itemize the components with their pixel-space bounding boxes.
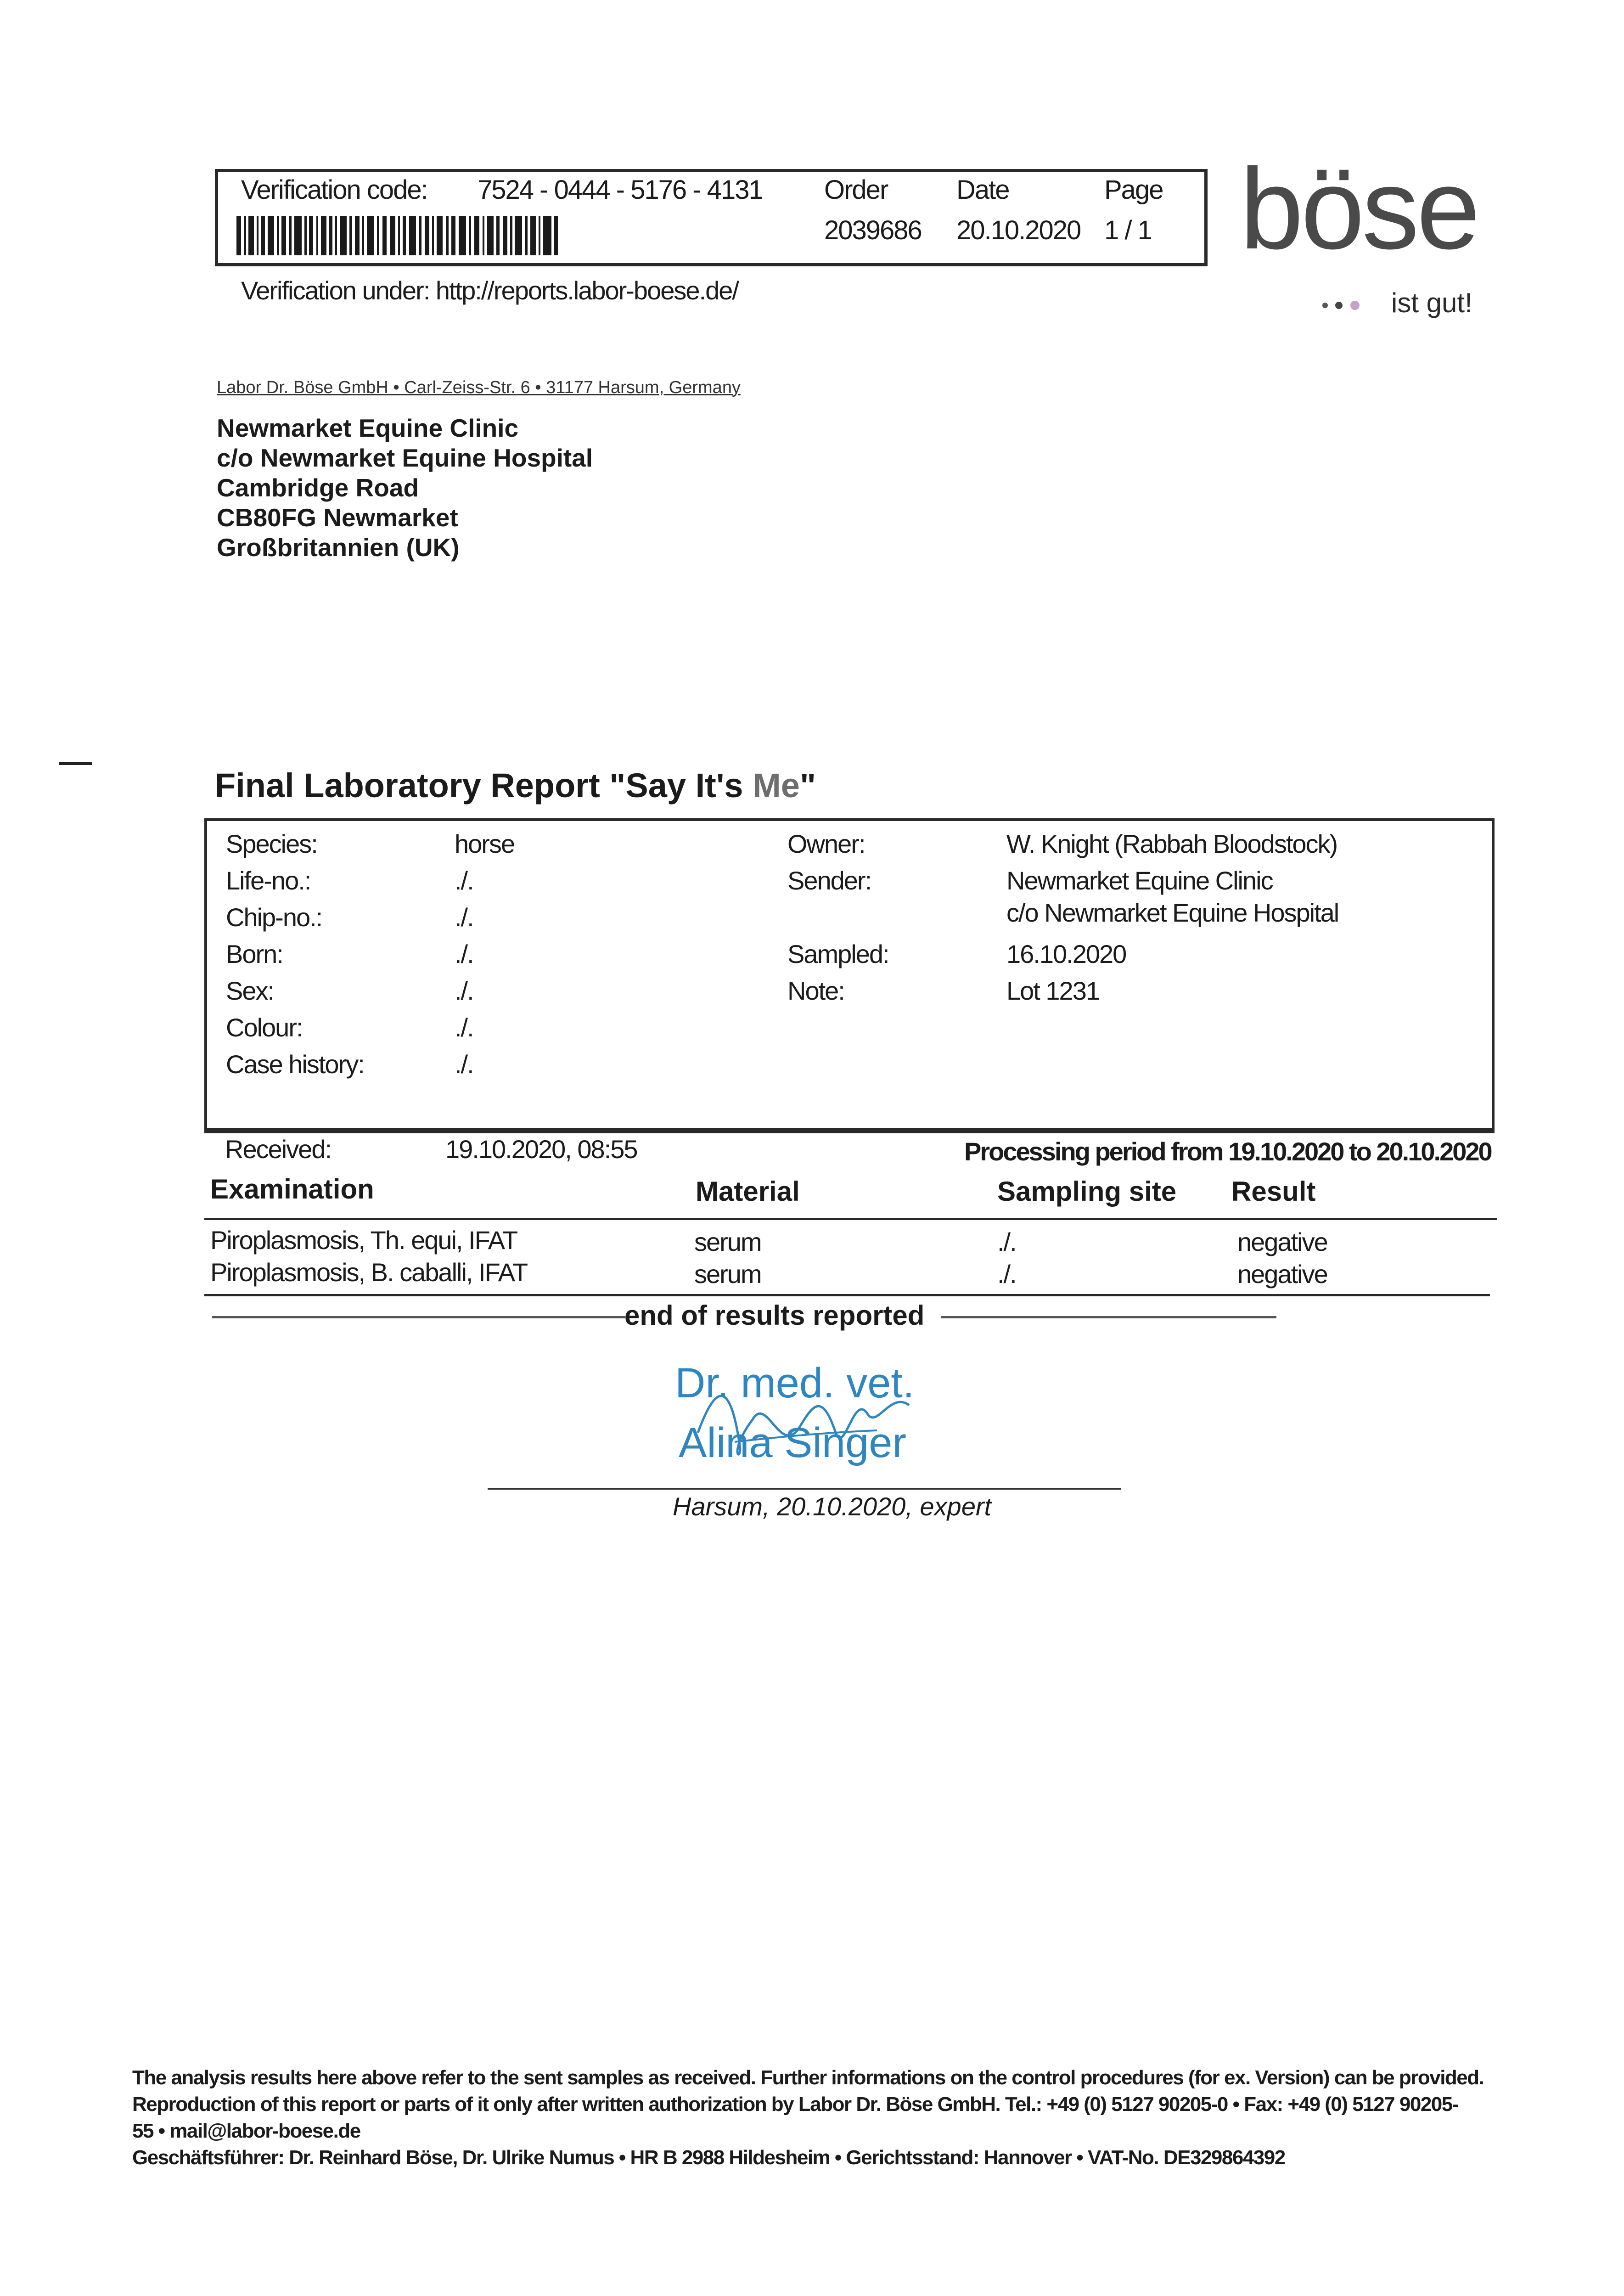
- species-value: horse: [455, 829, 515, 858]
- fold-mark: [59, 762, 92, 765]
- footer-line-4: Geschäftsführer: Dr. Reinhard Böse, Dr. Ulrike Numus • HR B 2988 Hildesheim • Gerichtsstand: Hannover • VAT-No. DE329864392: [132, 2146, 1285, 2169]
- report-title: Final Laboratory Report "Say It's Me": [215, 766, 816, 805]
- received-value: 19.10.2020, 08:55: [445, 1135, 637, 1164]
- colour-label: Colour:: [226, 1013, 303, 1042]
- colour-value: ./.: [455, 1013, 473, 1042]
- sex-label: Sex:: [226, 976, 274, 1005]
- patient-info-box: [204, 818, 1495, 1131]
- received-label: Received:: [225, 1135, 332, 1164]
- address-line-3: Cambridge Road: [217, 473, 419, 502]
- address-line-4: CB80FG Newmarket: [217, 503, 458, 532]
- logo-wordmark: böse: [1240, 145, 1478, 273]
- sampled-value: 16.10.2020: [1006, 940, 1126, 968]
- page-label: Page: [1104, 175, 1163, 205]
- result-row-2-site: ./.: [997, 1260, 1016, 1289]
- header-examination: Examination: [210, 1174, 374, 1204]
- logo-dots-icon: [1321, 298, 1371, 312]
- results-bottom-rule: [204, 1294, 1490, 1296]
- footer-line-3: 55 • mail@labor-boese.de: [132, 2120, 360, 2142]
- end-dash-right: [941, 1316, 1276, 1318]
- result-row-1-result: negative: [1237, 1227, 1327, 1256]
- sender-value-line-2: c/o Newmarket Equine Hospital: [1006, 898, 1339, 927]
- case-history-value: ./.: [455, 1050, 473, 1079]
- signature-stamp-title: Dr. med. vet.: [675, 1360, 915, 1407]
- address-line-2: c/o Newmarket Equine Hospital: [217, 444, 593, 472]
- address-line-1: Newmarket Equine Clinic: [217, 414, 519, 442]
- signature-stamp-name: Alina Singer: [679, 1419, 907, 1466]
- header-sampling-site: Sampling site: [997, 1176, 1177, 1207]
- signature-caption: Harsum, 20.10.2020, expert: [673, 1492, 992, 1521]
- order-label: Order: [824, 175, 888, 205]
- header-result: Result: [1231, 1176, 1316, 1207]
- date-label: Date: [956, 175, 1009, 205]
- address-line-5: Großbritannien (UK): [217, 533, 460, 562]
- owner-value: W. Knight (Rabbah Bloodstock): [1006, 829, 1337, 858]
- sampled-label: Sampled:: [787, 940, 889, 968]
- chip-no-value: ./.: [455, 903, 473, 932]
- sender-label: Sender:: [787, 866, 871, 895]
- result-row-2-examination: Piroplasmosis, B. caballi, IFAT: [210, 1258, 528, 1287]
- verification-url: Verification under: http://reports.labor-boese.de/: [241, 276, 738, 305]
- result-row-2-result: negative: [1237, 1260, 1327, 1289]
- signature-rule: [488, 1488, 1121, 1490]
- result-row-1-site: ./.: [997, 1227, 1016, 1256]
- born-label: Born:: [226, 940, 283, 968]
- handwritten-signature: [661, 1364, 937, 1474]
- chip-no-label: Chip-no.:: [226, 903, 322, 932]
- page-value: 1 / 1: [1104, 215, 1152, 245]
- results-header-rule: [204, 1218, 1497, 1220]
- life-no-value: ./.: [455, 866, 473, 895]
- owner-label: Owner:: [787, 829, 865, 858]
- result-row-2-material: serum: [694, 1260, 761, 1289]
- barcode: [236, 216, 558, 255]
- footer-line-2: Reproduction of this report or parts of it only after written authorization by Labor Dr. Böse GmbH. Tel.: +49 (0) 5127 90205-0 • Fax: +49 (0) 5127 90205-: [132, 2093, 1458, 2116]
- species-label: Species:: [226, 829, 317, 858]
- born-value: ./.: [455, 940, 473, 968]
- end-of-results: end of results reported: [624, 1300, 925, 1331]
- result-row-1-material: serum: [694, 1227, 761, 1256]
- life-no-label: Life-no.:: [226, 866, 311, 895]
- sex-value: ./.: [455, 976, 473, 1005]
- verification-code: 7524 - 0444 - 5176 - 4131: [478, 175, 763, 205]
- order-value: 2039686: [824, 215, 922, 245]
- verification-label: Verification code:: [241, 175, 427, 205]
- sender-line: Labor Dr. Böse GmbH • Carl-Zeiss-Str. 6 • 31177 Harsum, Germany: [217, 378, 741, 397]
- results-top-rule: [204, 1131, 1495, 1133]
- note-value: Lot 1231: [1006, 976, 1099, 1005]
- header-material: Material: [696, 1176, 800, 1207]
- result-row-1-examination: Piroplasmosis, Th. equi, IFAT: [210, 1226, 517, 1255]
- sender-value: Newmarket Equine Clinic: [1006, 866, 1273, 895]
- footer-line-1: The analysis results here above refer to the sent samples as received. Further informations on the control procedures (for ex. Version) can be provided.: [132, 2066, 1484, 2089]
- note-label: Note:: [787, 976, 844, 1005]
- date-value: 20.10.2020: [956, 215, 1081, 245]
- logo-tagline: ist gut!: [1391, 287, 1472, 318]
- case-history-label: Case history:: [226, 1050, 364, 1079]
- end-dash-left: [212, 1316, 625, 1318]
- processing-period: Processing period from 19.10.2020 to 20.10.2020: [964, 1137, 1491, 1166]
